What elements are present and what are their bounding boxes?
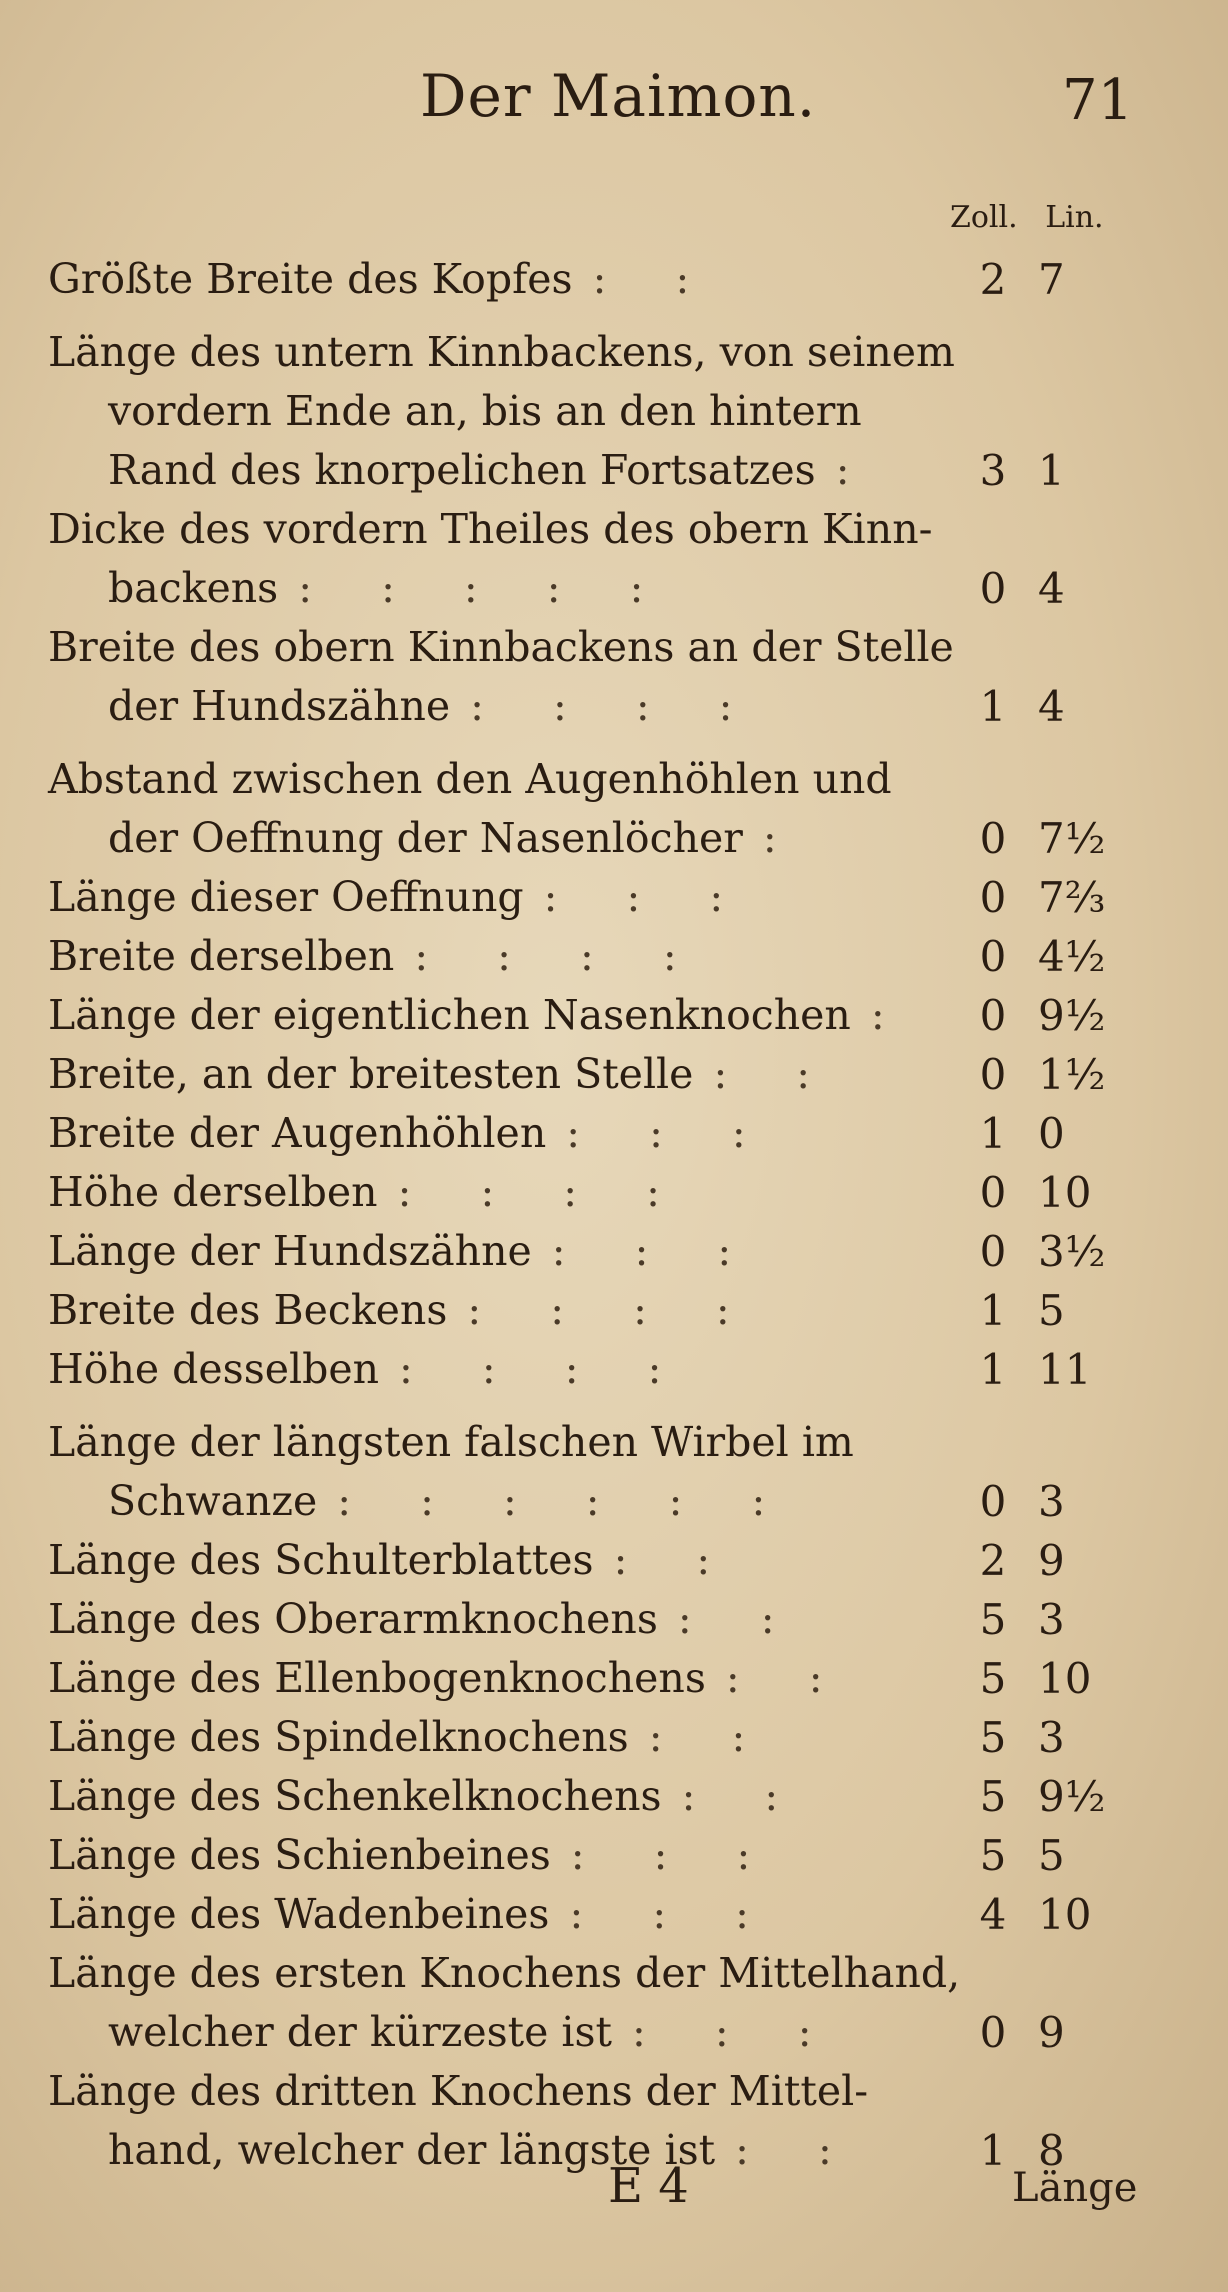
measurement-row [48, 927, 1188, 986]
leader-dots: : : : : [470, 682, 761, 730]
value-lin: 10 [1038, 1654, 1092, 1703]
label-line: Länge dieser Oeffnung : : : [48, 873, 752, 921]
value-zoll: 5 [979, 1595, 1007, 1644]
label-line: Länge des Schienbeines : : : [48, 1831, 779, 1879]
leader-dots: : : [613, 1536, 739, 1584]
measurement-row [48, 1413, 1188, 1531]
label-line: Breite des obern Kinnbackens an der Stelle [48, 623, 954, 671]
value-zoll: 0 [979, 932, 1007, 981]
page-number: 71 [1062, 68, 1134, 133]
leader-dots: : : : [570, 1831, 779, 1879]
measurement-row [48, 986, 1188, 1045]
value-lin: 8 [1038, 2126, 1065, 2175]
label-line: Länge des Schulterblattes : : [48, 1536, 739, 1584]
value-zoll: 1 [979, 2126, 1007, 2175]
value-lin: 3 [1038, 1477, 1065, 1526]
value-zoll: 5 [979, 1654, 1007, 1703]
leader-dots: : [835, 446, 878, 494]
value-zoll: 0 [979, 1477, 1007, 1526]
leader-dots: : : : : : [298, 564, 672, 612]
label-line: Länge des Wadenbeines : : : [48, 1890, 777, 1938]
leader-dots: : : : : : : [337, 1477, 794, 1525]
value-zoll: 1 [979, 1109, 1007, 1158]
value-lin: 9½ [1038, 991, 1106, 1040]
leader-dots: : [762, 814, 805, 862]
measurement-row [48, 500, 1188, 618]
label-line: Länge der eigentlichen Nasenknochen : [48, 991, 913, 1039]
value-zoll: 5 [979, 1831, 1007, 1880]
measurement-row [48, 323, 1188, 500]
value-lin: 1 [1038, 446, 1065, 495]
label-line: Höhe derselben : : : : [48, 1168, 688, 1216]
value-lin: 11 [1038, 1345, 1092, 1394]
unit-lin: Lin. [1045, 200, 1104, 235]
label-line: Länge des ersten Knochens der Mittelhand, [48, 1949, 961, 1997]
measurement-row [48, 1340, 1188, 1399]
leader-dots: : : : : [399, 1345, 690, 1393]
measurement-row [48, 618, 1188, 736]
leader-dots: : : [713, 1050, 839, 1098]
label-line: Breite derselben : : : : [48, 932, 705, 980]
value-lin: 9 [1038, 2008, 1065, 2057]
value-lin: 7 [1038, 255, 1065, 304]
label-line: Abstand zwischen den Augenhöhlen und [48, 755, 892, 803]
label-line: Schwanze : : : : : : [108, 1477, 794, 1525]
measurement-row [48, 250, 1188, 309]
value-zoll: 5 [979, 1772, 1007, 1821]
label-line: Höhe desselben : : : : [48, 1345, 690, 1393]
measurement-row [48, 1531, 1188, 1590]
value-zoll: 0 [979, 564, 1007, 613]
label-line: der Oeffnung der Nasenlöcher : [108, 814, 805, 862]
value-zoll: 2 [979, 255, 1007, 304]
label-line: Breite der Augenhöhlen : : : [48, 1109, 774, 1157]
leader-dots: : : [648, 1713, 774, 1761]
leader-dots: : : : [543, 873, 752, 921]
value-zoll: 0 [979, 1168, 1007, 1217]
running-title: Der Maimon. [420, 62, 817, 130]
value-lin: 5 [1038, 1286, 1065, 1335]
value-lin: 3½ [1038, 1227, 1106, 1276]
value-lin: 7½ [1038, 814, 1106, 863]
label-line: Breite, an der breitesten Stelle : : [48, 1050, 839, 1098]
value-lin: 9 [1038, 1536, 1065, 1585]
label-line: Rand des knorpelichen Fortsatzes : [108, 446, 878, 494]
label-line: Länge des Schenkelknochens : : [48, 1772, 807, 1820]
value-zoll: 0 [979, 2008, 1007, 2057]
label-line: Länge des Spindelknochens : : [48, 1713, 774, 1761]
label-line: vordern Ende an, bis an den hintern [108, 387, 862, 435]
value-zoll: 5 [979, 1713, 1007, 1762]
catchword: Länge [1012, 2165, 1138, 2211]
leader-dots: : : [592, 255, 718, 303]
measurement-table [48, 250, 1188, 2180]
label-line: welcher der kürzeste ist : : : [108, 2008, 840, 2056]
value-zoll: 1 [979, 682, 1007, 731]
label-line: Länge des Ellenbogenknochens : : [48, 1654, 851, 1702]
leader-dots: : : : : [467, 1286, 758, 1334]
measurement-row [48, 1826, 1188, 1885]
label-line: hand, welcher der längste ist : : [108, 2126, 860, 2174]
value-lin: 3 [1038, 1713, 1065, 1762]
measurement-row [48, 1708, 1188, 1767]
label-line: der Hundszähne : : : : [108, 682, 761, 730]
measurement-row [48, 1590, 1188, 1649]
value-lin: 10 [1038, 1168, 1092, 1217]
leader-dots: : : : : [397, 1168, 688, 1216]
leader-dots: : : [735, 2126, 860, 2174]
measurement-row [48, 1045, 1188, 1104]
measurement-row [48, 750, 1188, 868]
value-zoll: 0 [979, 1227, 1007, 1276]
value-lin: 0 [1038, 1109, 1065, 1158]
signature-mark: E 4 [608, 2158, 689, 2214]
label-line: Länge der längsten falschen Wirbel im [48, 1418, 854, 1466]
measurement-row [48, 1163, 1188, 1222]
value-lin: 10 [1038, 1890, 1092, 1939]
value-zoll: 0 [979, 814, 1007, 863]
value-lin: 4 [1038, 564, 1065, 613]
measurement-row [48, 1281, 1188, 1340]
label-line: Breite des Beckens : : : : [48, 1286, 758, 1334]
measurement-row [48, 1222, 1188, 1281]
value-zoll: 3 [979, 446, 1007, 495]
value-zoll: 1 [979, 1286, 1007, 1335]
leader-dots: : [870, 991, 913, 1039]
value-zoll: 1 [979, 1345, 1007, 1394]
label-line: Länge des untern Kinnbackens, von seinem [48, 328, 955, 376]
measurement-row [48, 868, 1188, 927]
leader-dots: : : : [551, 1227, 760, 1275]
value-lin: 4 [1038, 682, 1065, 731]
label-line: Dicke des vordern Theiles des obern Kinn- [48, 505, 933, 553]
leader-dots: : : [725, 1654, 851, 1702]
value-lin: 1½ [1038, 1050, 1106, 1099]
value-zoll: 0 [979, 991, 1007, 1040]
measurement-row [48, 1649, 1188, 1708]
unit-header [950, 200, 1130, 235]
label-line: Länge des Oberarmknochens : : [48, 1595, 803, 1643]
label-line: Größte Breite des Kopfes : : [48, 255, 718, 303]
leader-dots: : : [681, 1772, 807, 1820]
leader-dots: : : : [632, 2008, 840, 2056]
value-zoll: 2 [979, 1536, 1007, 1585]
label-line: backens : : : : : [108, 564, 672, 612]
leader-dots: : : : [566, 1109, 774, 1157]
measurement-row [48, 1885, 1188, 1944]
value-lin: 3 [1038, 1595, 1065, 1644]
leader-dots: : : [677, 1595, 803, 1643]
leader-dots: : : : : [414, 932, 705, 980]
unit-zoll: Zoll. [950, 200, 1018, 235]
value-lin: 7⅔ [1038, 873, 1106, 922]
value-lin: 4½ [1038, 932, 1106, 981]
leader-dots: : : : [569, 1890, 777, 1938]
measurement-row [48, 1104, 1188, 1163]
value-zoll: 0 [979, 1050, 1007, 1099]
value-zoll: 4 [979, 1890, 1007, 1939]
value-zoll: 0 [979, 873, 1007, 922]
value-lin: 9½ [1038, 1772, 1106, 1821]
measurement-row [48, 1944, 1188, 2062]
label-line: Länge des dritten Knochens der Mittel- [48, 2067, 869, 2115]
measurement-row [48, 1767, 1188, 1826]
value-lin: 5 [1038, 1831, 1065, 1880]
label-line: Länge der Hundszähne : : : [48, 1227, 760, 1275]
